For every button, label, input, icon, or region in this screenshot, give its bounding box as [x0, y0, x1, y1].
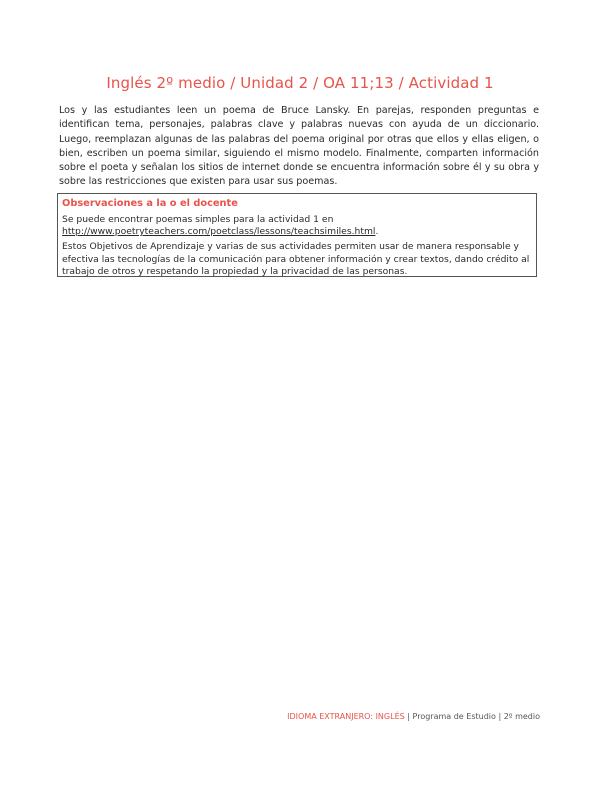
- footer-separator-1: |: [407, 712, 410, 721]
- footer-grade: 2º medio: [503, 712, 540, 721]
- teacher-observations-box: [57, 193, 537, 277]
- observations-line1-suffix: .: [375, 226, 379, 238]
- page-title: Inglés 2º medio / Unidad 2 / OA 11;13 / Actividad 1: [106, 74, 494, 92]
- observations-heading: Observaciones a la o el docente: [62, 198, 238, 209]
- observations-line1-prefix: Se puede encontrar poemas simples para la actividad 1 en: [62, 214, 334, 225]
- footer-separator-2: |: [498, 712, 502, 721]
- observations-paragraph-1: [62, 214, 532, 238]
- footer-subject: IDIOMA EXTRANJERO: INGLÉS: [287, 712, 405, 721]
- page-footer: [287, 712, 540, 721]
- observations-paragraph-2: Estos Objetivos de Aprendizaje y varias de sus actividades permiten usar de manera responsable y efectiva las tecnologías de la comunicación para obtener información y crear textos, dando crédito al trabajo de otros y respetando la propiedad y la privacidad de las personas.: [62, 241, 530, 277]
- poetry-teachers-link[interactable]: http://www.poetryteachers.com/poetclass/lessons/teachsimiles.html: [62, 226, 376, 238]
- activity-description: Los y las estudiantes leen un poema de Bruce Lansky. En parejas, responden preguntas e identifican tema, personajes, palabras clave y palabras nuevas con ayuda de un diccionario. Luego, reemplazan algunas de las palabras del poema original por otras que ellos y ellas eligen, o bien, escriben un poema similar, siguiendo el mismo modelo. Finalmente, comparten información sobre el poeta y señalan los sitios de internet donde se encuentra información sobre él y su obra y sobre las restricciones que existen para usar sus poemas.: [59, 105, 539, 188]
- footer-program: Programa de Estudio: [412, 712, 496, 721]
